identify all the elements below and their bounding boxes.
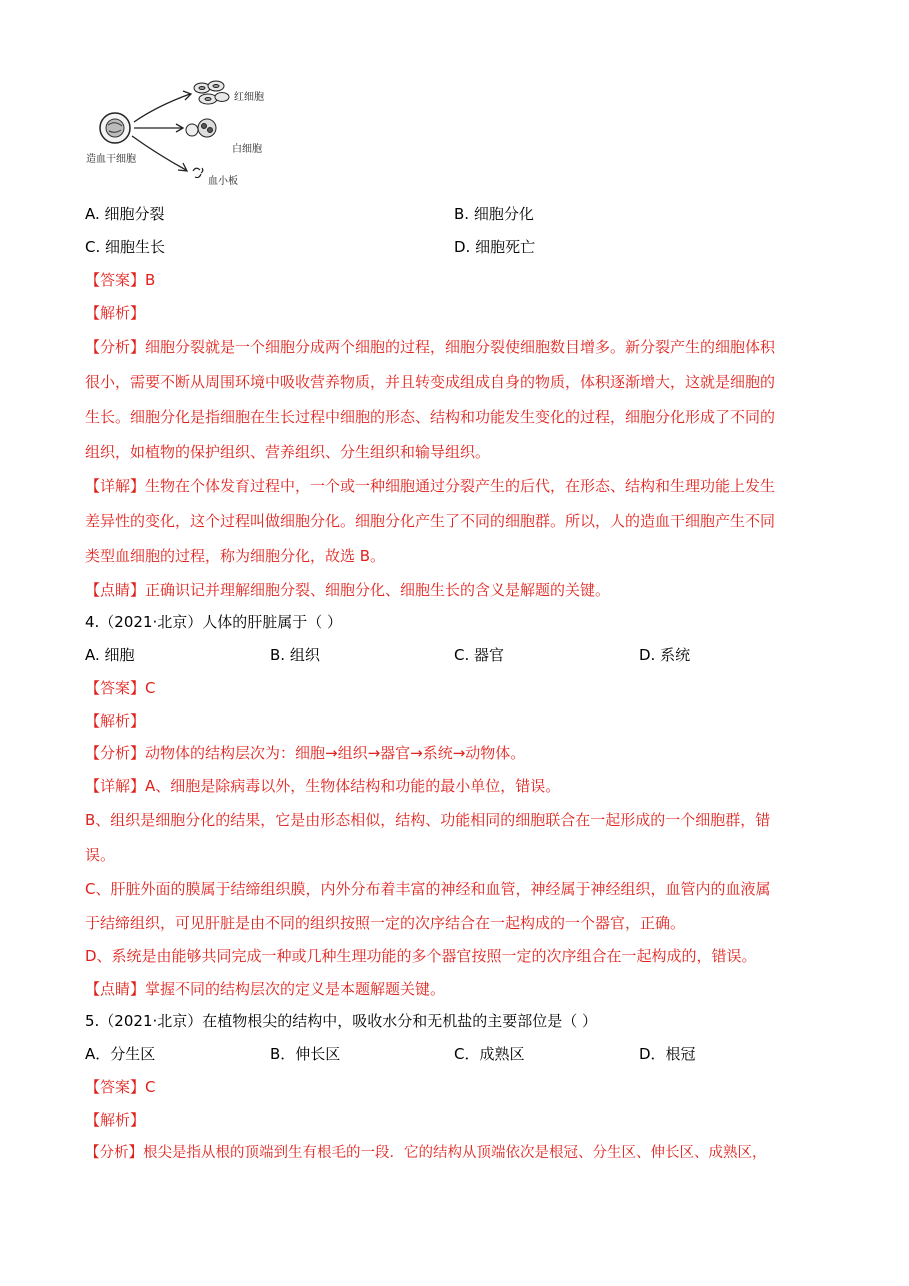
q4-option-d: D. 系统 — [639, 646, 691, 664]
q4-detail-c-line-2: 于结缔组织，可见肝脏是由不同的组织按照一定的次序结合在一起构成的一个器官，正确。 — [85, 914, 686, 932]
label-red-blood-cell: 红细胞 — [234, 92, 264, 103]
q3-option-c: C. 细胞生长 — [85, 238, 166, 256]
q3-option-d: D. 细胞死亡 — [454, 238, 536, 256]
arrow-icons — [132, 91, 191, 171]
q3-answer: 【答案】B — [85, 271, 156, 289]
q3-analysis-line-4: 组织，如植物的保护组织、营养组织、分生组织和输导组织。 — [85, 443, 491, 461]
q4-answer: 【答案】C — [85, 679, 156, 697]
q5-option-b: B．伸长区 — [270, 1045, 341, 1063]
q4-key-point: 【点睛】掌握不同的结构层次的定义是本题解题关键。 — [85, 980, 446, 998]
q4-detail-a: 【详解】A、细胞是除病毒以外，生物体结构和功能的最小单位，错误。 — [85, 777, 561, 795]
q4-jiexi-heading: 【解析】 — [85, 712, 146, 730]
q4-detail-b-line-1: B、组织是细胞分化的结果，它是由形态相似，结构、功能相同的细胞联合在一起形成的一个细胞群，错 — [85, 811, 771, 829]
q5-answer: 【答案】C — [85, 1078, 156, 1096]
q4-analysis: 【分析】动物体的结构层次为：细胞→组织→器官→系统→动物体。 — [85, 744, 526, 762]
q3-analysis-line-2: 很小，需要不断从周围环境中吸收营养物质，并且转变成组成自身的物质，体积逐渐增大，这就是细胞的 — [85, 373, 776, 391]
q3-option-a: A. 细胞分裂 — [85, 205, 165, 223]
q4-option-a: A. 细胞 — [85, 646, 135, 664]
q5-option-d: D．根冠 — [639, 1045, 696, 1063]
q5-option-c: C．成熟区 — [454, 1045, 525, 1063]
blood-cell-diagram — [82, 76, 282, 188]
q3-detail-line-1: 【详解】生物在个体发育过程中，一个或一种细胞通过分裂产生的后代，在形态、结构和生理功能上发生 — [85, 477, 776, 495]
q3-detail-line-2: 差异性的变化，这个过程叫做细胞分化。细胞分化产生了不同的细胞群。所以，人的造血干细胞产生不同 — [85, 512, 776, 530]
q4-detail-c-line-1: C、肝脏外面的膜属于结缔组织膜，内外分布着丰富的神经和血管，神经属于神经组织，血管内的血液属 — [85, 880, 771, 898]
q3-jiexi-heading: 【解析】 — [85, 304, 146, 322]
q4-detail-d: D、系统是由能够共同完成一种或几种生理功能的多个器官按照一定的次序组合在一起构成的，错误。 — [85, 947, 757, 965]
label-platelet: 血小板 — [208, 176, 238, 187]
q4-option-b: B. 组织 — [270, 646, 320, 664]
red-blood-cell-icon — [194, 81, 229, 104]
q4-stem: 4.（2021·北京）人体的肝脏属于（ ） — [85, 613, 343, 631]
label-white-blood-cell: 白细胞 — [232, 144, 262, 155]
stem-cell-icon — [100, 113, 130, 143]
q5-analysis: 【分析】根尖是指从根的顶端到生有根毛的一段．它的结构从顶端依次是根冠、分生区、伸长区、成熟区， — [85, 1145, 767, 1161]
q3-detail-line-3: 类型血细胞的过程，称为细胞分化，故选 B。 — [85, 547, 386, 565]
q3-analysis-line-1: 【分析】细胞分裂就是一个细胞分成两个细胞的过程，细胞分裂使细胞数目增多。新分裂产生的细胞体积 — [85, 338, 776, 356]
q5-stem: 5.（2021·北京）在植物根尖的结构中，吸收水分和无机盐的主要部位是（ ） — [85, 1012, 598, 1030]
q3-key-point: 【点睛】正确识记并理解细胞分裂、细胞分化、细胞生长的含义是解题的关键。 — [85, 581, 611, 599]
white-blood-cell-icon — [186, 119, 216, 137]
q5-jiexi-heading: 【解析】 — [85, 1111, 146, 1129]
q5-option-a: A．分生区 — [85, 1045, 156, 1063]
q3-option-b: B. 细胞分化 — [454, 205, 534, 223]
q4-detail-b-line-2: 误。 — [85, 846, 116, 864]
label-stem-cell: 造血干细胞 — [86, 154, 136, 165]
q3-analysis-line-3: 生长。细胞分化是指细胞在生长过程中细胞的形态、结构和功能发生变化的过程，细胞分化形成了不同的 — [85, 408, 776, 426]
platelet-icon — [193, 168, 203, 178]
q4-option-c: C. 器官 — [454, 646, 505, 664]
